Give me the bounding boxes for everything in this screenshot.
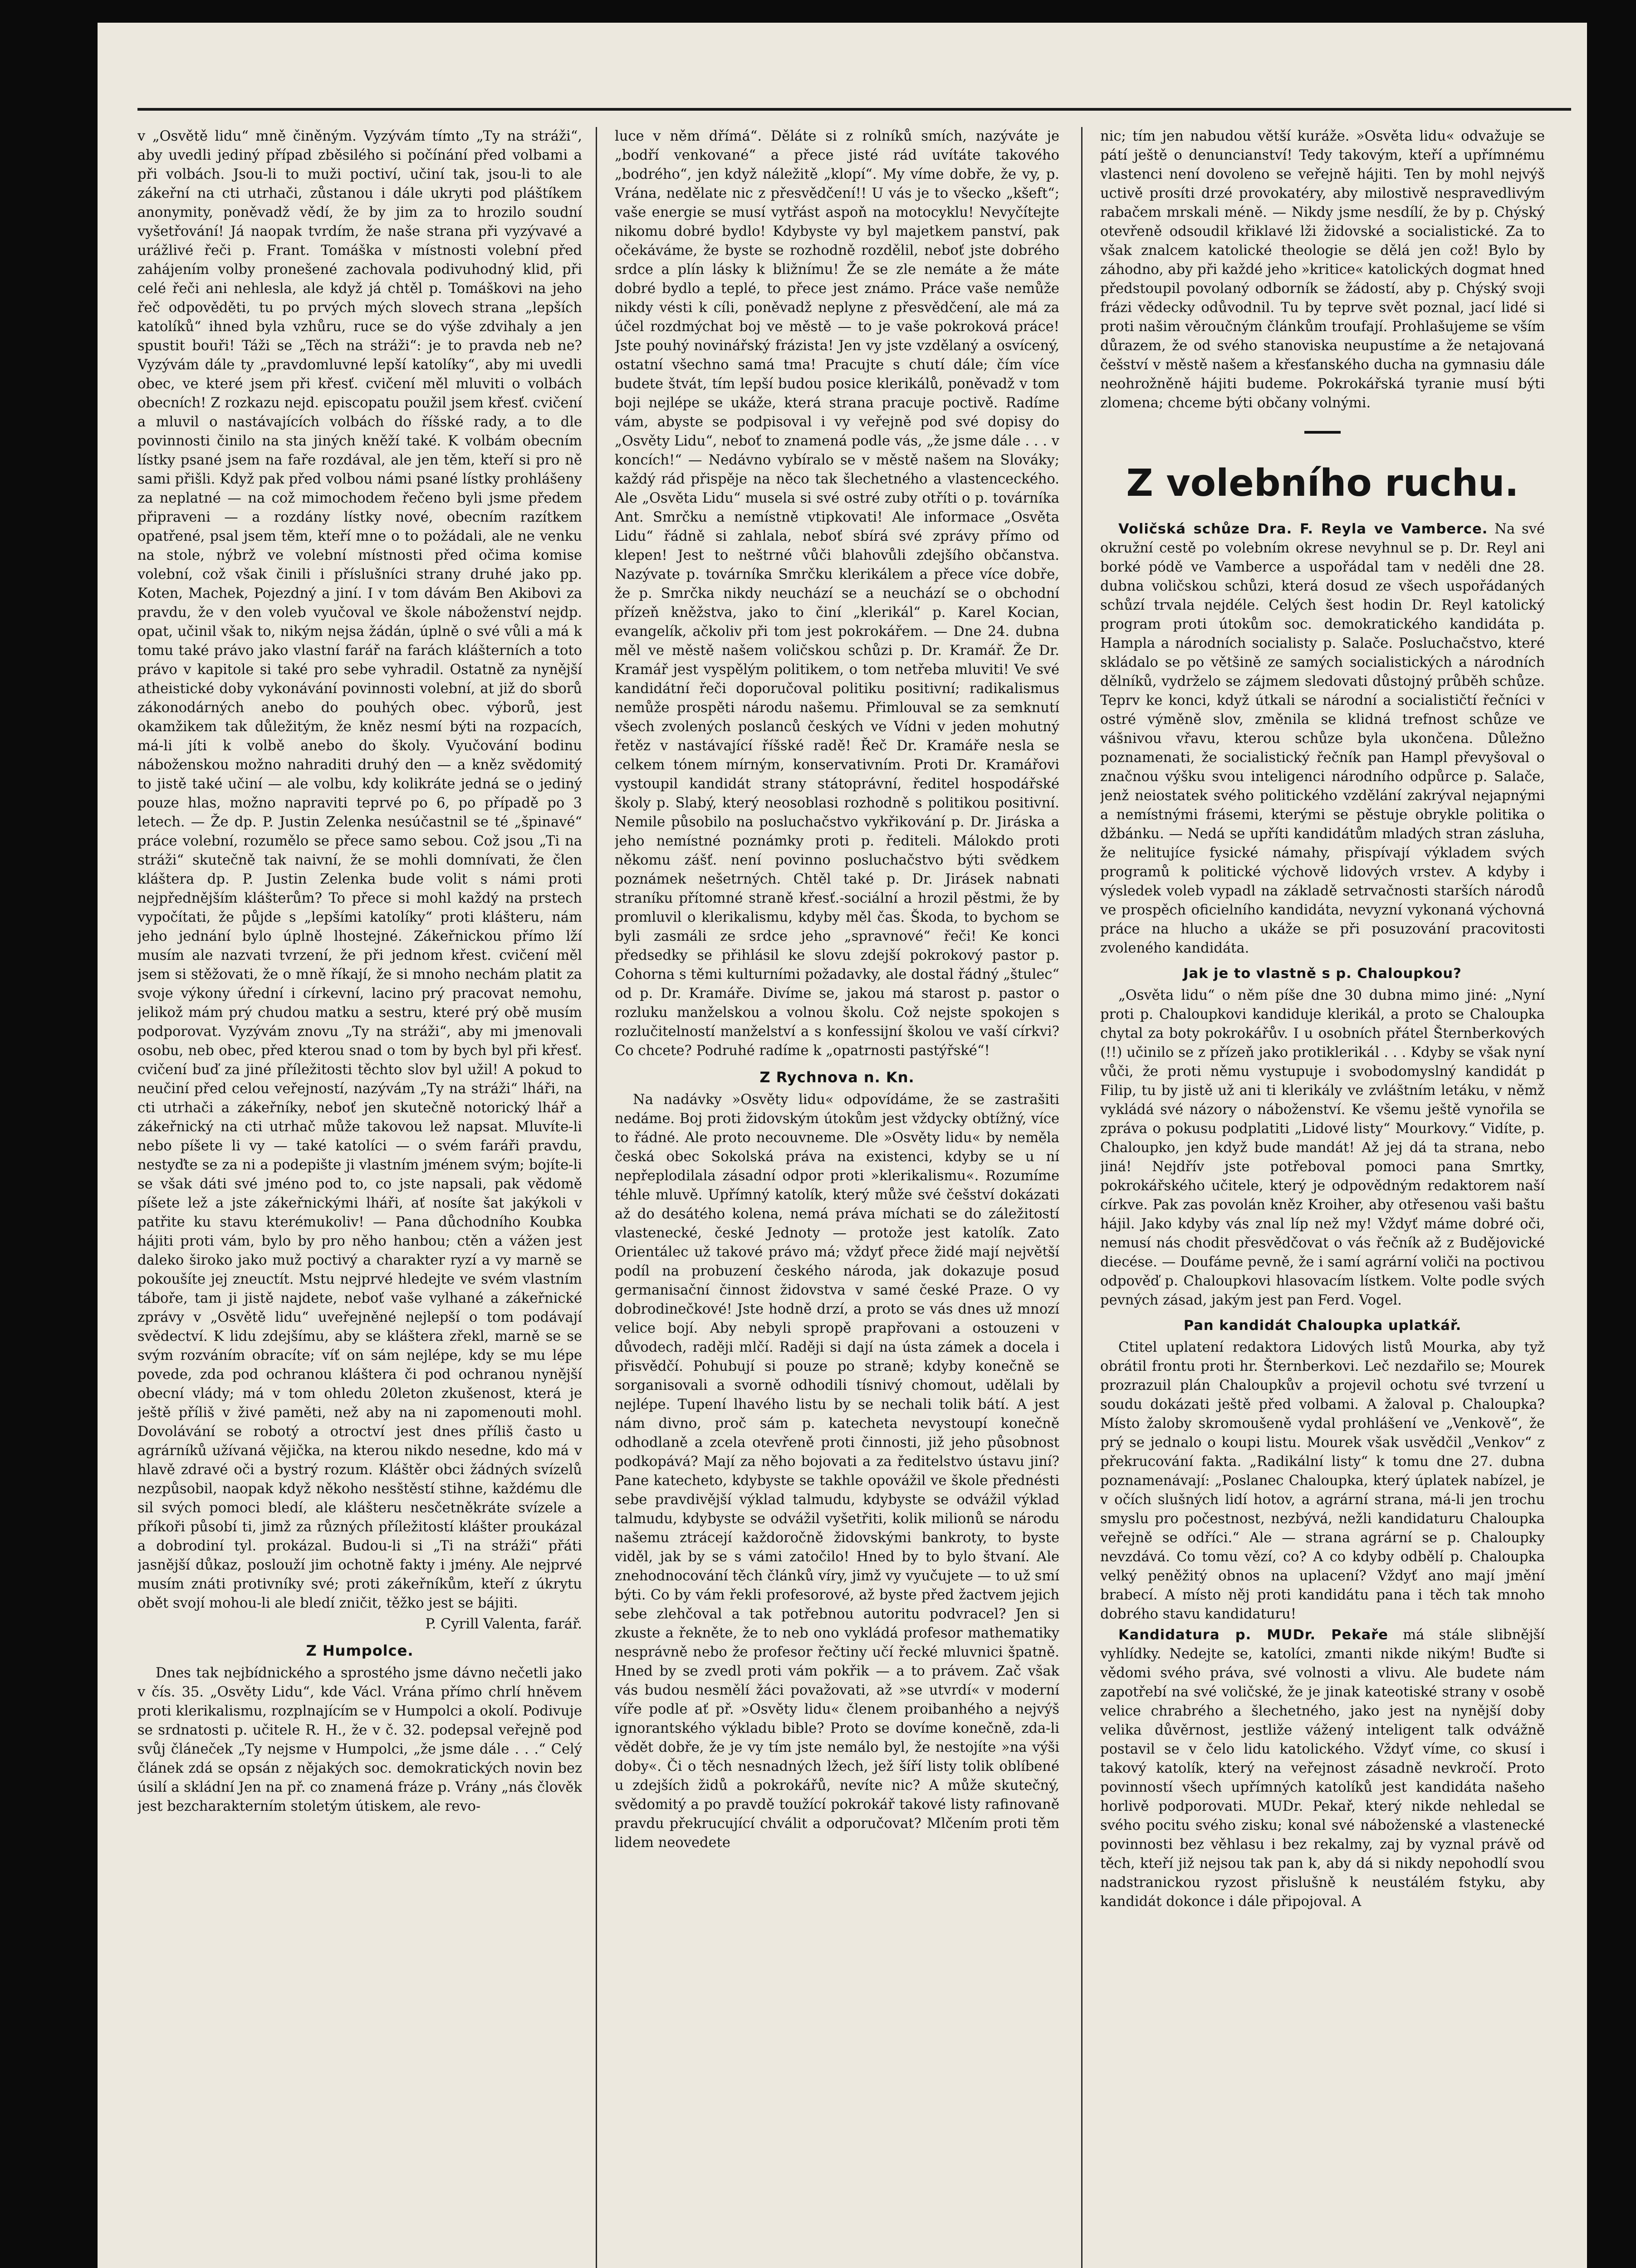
sub-heading: Jak je to vlastně s p. Chaloupkou? [1183, 966, 1462, 982]
article-text: Na své okružní cestě po volebním okrese nevyhnul se p. Dr. Reyl ani borké pódě ve Vamberce a uspořádal tam v neděli dne 28. dubna voličskou schůzi, která dosud ze všech uspořádaných schůzí trvala nejdéle. Celých šest hodin Dr. Reyl katolický program proti útokům soc. demokratického kandidáta p. Hampla a národních socialisty p. Salače. Posluchačstvo, které skládalo se po většině ze samých socialistických a národních dělníků, vydrželo se zájmem sledovati důstojný průběh schůze. Teprv ke konci, když útkali se národní a socialističtí řečníci v ostré výměně slov, změnila se klidná trefnost schůze ve vášnivou vřavu, kterou schůze byla ukončena. Důležno poznamenati, že socialistický řečník pan Hampl převyšoval o značnou výšku svou inteligenci národního odpůrce p. Salače, jenž neiostatek svého politického vzdělání zakrýval nejapnými a nemístnými frásemi, kterými se pěstuje obrykle politika o džbánku. — Nedá se upříti kandidátům mladých stran zásluha, že nelitujíce fysické námahy, přispívají výkladem svých programů k politické výchově lidových vrstev. A kdyby i výsledek voleb vypadl na základě setrvačnosti starších národů ve prospěch oficielního kandidáta, nevyzní vykonaná výchovná práce na hlucho a ukáže se při posuzování pracovitosti zvoleného kandidáta. [1100, 521, 1545, 956]
article-text: v „Osvětě lidu“ mně činěným. Vyzývám tímto „Ty na stráži“, aby uvedli jediný případ zběsilého si počínání před volbami a při volbách. Jsou-li to muži poctiví, učiní tak, jsou-li to ale zákeřní na cti utrhači, zůstanou i dále ukryti pod pláštíkem anonymity, poněvadž vědí, že by jim za to hrozilo soudní vyšetřování! Já naopak tvrdím, že naše strana při vyzývavé a urážlivé řeči p. Frant. Tomáška v místnosti volební před zahájením volby pronešené zachovala podivuhodný klid, při celé řeči ani nehlesla, ale když já chtěl p. Tomáškovi na jeho řeč odpověděti, tu po prvých mých slovech strana „lepších katolíků“ ihned byla vzhůru, ruce se do výše zdvihaly a jen spustit bouři! Táži se „Těch na stráži“: je to pravda neb ne? Vyzývám dále ty „pravdomluvné lepší katolíky“, aby mi uvedli obec, ve které jsem při křesť. cvičení měl mluviti o volbách obecních! Z rozkazu nejd. episcopatu použil jsem křesť. cvičení a mluvil o nastávajících volbách do říšské rady, a to dle povinnosti činilo na sta jiných kněží také. K volbám obecním lístky psané jsem na faře rozdával, ale jen těm, kteří si pro ně sami přišli. Když pak před volbou námi psané lístky prohlášeny za neplatné — na což mimochodem řečeno byli jsme předem připraveni — a rozdány lístky nové, obecním razítkem opatřené, psal jsem těm, kteří mne o to požádali, ale ne venku na stole, nýbrž ve volební místnosti před očima komise volební, což však činili i příslušníci strany druhé jako pp. Koten, Machek, Pojezdný a jiní. I v tom dávám Ben Akibovi za pravdu, že v den voleb vyučoval ve škole náboženství nejdp. opat, učinil však to, nikým nejsa žádán, úplně o své vůli a má k tomu také právo jako vlastní farář na farách klášterních a toto právo v kapitole si také pro sebe vyhradil. Ostatně za nynější atheistické doby vykonávání povinnosti volební, at již do sborů zákonodárných anebo do pouhých obec. výborů, jest okamžikem tak důležitým, že kněz nesmí býti na rozpacích, má-li jíti k volbě anebo do školy. Vyučování bodinu náboženskou možno nahraditi druhý den — a kněz svědomitý to jistě také učiní — ale volbu, kdy kolikráte jedná se o jediný pouze hlas, možno napraviti teprvé po 6, po případě po 3 letech. — Že dp. P. Justin Zelenka nesúčastnil se té „špinavé“ práce volební, rozumělo se přece samo sebou. Což jsou „Ti na stráži“ skutečně tak naivní, že se mohli domnívati, že člen kláštera dp. P. Justin Zelenka bude volit s námi proti nejpřednějším klášterům? To přece si mohl každý na prstech vypočítati, že půjde s „lepšími katolíky“ proti klášteru, nám jeho jednání bylo úplně lhostejné. Zákeřnickou přímo lží musím ale nazvati tvrzení, že při jednom křest. cvičení měl jsem si stěžovati, že o mně říkají, že si mnoho nechám platit za svoje výkony úřední i církevní, lacino prý pracovat nemohu, jelikož mám prý chudou matku a sestru, které prý obě musím podporovat. Vyzývám znovu „Ty na stráži“, aby mi jmenovali osobu, neb obec, před kterou snad o tom by bych byl při křesť. cvičení buď za jiné příležitosti těchto slov byl užil! A pokud to neučiní před celou veřejností, nazývám „Ty na stráži“ lháři, na cti utrhači a zákeřníky, neboť jen skutečně notorický lhář a zákeřnický na cti utrhač může takovou lež napsat. Mluvíte-li nebo píšete li vy — také katolíci — o svém faráři pravdu, nestyďte se za ni a podepište ji vlastním jménem svým; bojíte-li se však dáti své jméno pod to, co jste napsali, pak vědomě píšete lež a jste zákeřnickými lháři, ať nosíte šat jakýkoli v patřite ku stavu kterémukoliv! — Pana důchodního Koubka hájiti proti vám, bylo by pro něho hanbou; ctěn a vážen jest daleko široko jako muž poctivý a charakter ryzí a vy marně se pokoušíte jej zneuctít. Mstu nejprvé hledejte ve svém vlastním táboře, tam ji jistě najdete, neboť vaše vylhané a zákeřnické zprávy v „Osvětě lidu“ uveřejněné nejlepší o tom podávají svědectví. K lidu zdejšímu, aby se kláštera zřekl, marně se se svým rozváním obracíte; víť on sám nejlépe, kdy se mu lépe povede, zda pod ochranou kláštera či pod ochranou nynější obecní vlády; má v tom ohledu 20leton zkušenost, která je ještě příliš v živé paměti, než aby na ni zapomenouti mohl. Dovolávání se robotý a otroctví jest dnes příliš často u agrárníků užívaná vějička, na kterou nikdo nesedne, kdo má v hlavě zdravé oči a bystrý rozum. Kláštěr obci žádných svízelů nezpůsobil, naopak když někoho nesštěstí stihne, každému dle sil svých pomoci bledí, ale klášteru nesčetněkráte svízele a příkoři působí ti, jimž za různých příležitostí klášter proukázal a dobrodiní tyl. prokázal. Budou-li si „Ti na stráži“ přáti jasnější důkaz, poslouží jim ochotně fakty i jmény. Ale nejprvé musím znáti protivníky své; proti zákeřníkům, kteří z úkrytu obět svojí mohou-li ale bledí zničit, těžko jest se bájiti. [137, 128, 582, 1611]
top-rule [137, 108, 1571, 111]
lead-heading: Voličská schůze Dra. F. Reyla ve Vamberce. [1118, 521, 1488, 537]
article-text: Dnes tak nejbídnického a sprostého jsme dávno nečetli jako v čís. 35. „Osvěty Lidu“, kde Václ. Vrána přímo chrlí hněvem proti klerikalismu, rozplnajícím se v Humpolci a okolí. Podivuje se srdnatosti p. učitele R. H., že v č. 32. podepsal veřejně pod svůj článeček „Ty nejsme v Humpolci, „že jsme dále . . .“ Celý článek zdá se opsán z nějakých soc. demokratických novin bez úsilí a skládní Jen na př. co znamená fráze p. Vrány „nás člověk jest bezcharakterním stoletým útiskem, ale revo- [137, 1665, 582, 1814]
article-text: luce v něm dřímá“. Děláte si z rolníků smích, nazýváte je „bodří venkované“ a přece jisté rád uvítáte takového „bodrého“, jen když náležitě „klopí“. My víme dobře, že vy, p. Vrána, nedělate nic z přesvědčení!! U vás je to všecko „kšeft“; vaše energie se musí vytřást aspoň na motocyklu! Nevyčítejte nikomu dobré bydlo! Kdybyste vy byl majetkem panství, pak očekáváme, že byste se rozhodně rozdělil, neboť jste dobrého srdce a plín lásky k bližnímu! Že se zle nemáte a že máte dobré bydlo a teplé, to přece jest známo. Práce vaše nemůže nikdy vésti k cíli, poněvadž neplyne z přesvědčení, ale má za účel rozdmýchat boj ve městě — to je vaše pokroková práce! Jste pouhý novinářský frázista! Jen vy jste vzdělaný a osvícený, ostatní všechno samá tma! Pracujte s chutí dále; čím více budete štvát, tím lepší budou posice klerikálů, poněvadž v tom boji nejlépe se ukáže, která strana pracuje poctivě. Radíme vám, abyste se podpisoval i vy veřejně pod své dopisy do „Osvěty Lidu“, neboť to znamená podle vás, „že jsme dále . . . v koncích!“ — Nedávno vybíralo se v městě našem na Slováky; každý rád přispěje na něco tak šlechetného a vlastenceckého. Ale „Osvěta Lidu“ musela si své ostré zuby otříti o p. továrníka Ant. Smrčku a nemístně vtipkovati! Ale informace „Osvěta Lidu“ řádně si zahlala, neboť sbírá své zprávy přímo od klepen! Jest to neštrné vůči blahovůli zdejšího občanstva. Nazývate p. továrníka Smrčku klerikálem a přece více dobře, že p. Smrčka nikdy neuchází se a neuchází se o obchodní přízeň kněžstva, jako to činí „klerikál“ p. Karel Kocian, evangelík, ačkoliv při tom jest pokrokářem. — Dne 24. dubna měl ve městě našem voličskou schůzi p. Dr. Kramář. Že Dr. Kramář jest vyspělým politikem, o tom netřeba mluviti! Ve své kandidátní řeči doporučoval politiku positivní; radikalismus nemůže prospěti národu našemu. Přimlouval se za semknutí všech zvolených poslanců českých ve Vídni v jeden mohutný řetěz v nastávající říšské radě! Řeč Dr. Kramáře nesla se celkem tónem mírným, konservativním. Proti Dr. Kramářovi vystoupil kandidát strany státoprávní, ředitel hospodářské školy p. Slabý, který neosoblasi rozhodně s politikou positivní. Nemile působilo na posluchačstvo vykřikování p. Dr. Jiráska a jeho nemístné poznámky proti p. řediteli. Málokdo proti někomu zášť. není povinno posluchačstvo býti svědkem poznámek nešetrných. Chtěl také p. Dr. Jirásek nabnati straníku přítomné straně křesť.-sociální a hrozil pěstmi, že by promluvil o klerikalismu, kdyby měl čas. Škoda, to bychom se byli zasmáli ze srdce jeho „spravnové“ řeči! Ke konci předsedky se přihlásil ke slovu zdejší pokrokový pastor p. Cohorna s těmi kulturními požadavky, ale dostal řádný „štulec“ od p. Dr. Kramáře. Divíme se, jakou má starost p. pastor o rozluku manželskou a volnou školu. Což nejste spokojen s rozlučitelností manželství a s konfessijní školou ve vaší církvi? Co chcete? Podruhé radíme k „opatrnosti pastýřské“! [615, 128, 1059, 1059]
section-heading: Z Rychnova n. Kn. [759, 1069, 915, 1086]
section-separator [1304, 431, 1341, 434]
article-text: Na nadávky »Osvěty lidu« odpovídáme, že se zastrašiti nedáme. Boj proti židovským útokům jest vždycky obtížný, více to řádné. Ale proto necouvneme. Dle »Osvěty lidu« by neměla česká obec Sokolská práva na existenci, kdyby se u ní nepřeplodilala zásadní odpor proti »klerikalismu«. Rozumíme téhle mluvě. Upřímný katolík, který může své češství dokázati až do desátého kolena, nemá práva míchati se do záležitostí vlastenecké, české Jednoty — protože jest katolík. Zato Orientálec už takové právo má; vždyť přece židé mají největší podíl na probuzení českého národa, jak dokazuje posud germanisační činnost židovstva v samé české Praze. O vy dobrodinečkové! Jste hodně drzí, a proto se vás dnes už mnozí velice bojí. Aby nebyli spropě prapřovani a ostouzeni v důvodech, raději mlčí. Raději si dají na ústa zámek a docela i přisvědčí. Pohubují si pouze po straně; kdyby konečně se sorganisovali a svorně odhodili tísnivý chomout, udělali by nejlépe. Tupení lhavého listu by se nechali tolik bátí. A jest nám divno, proč sám p. katecheta nevystoupí konečně odhodlaně a zcela otevřeně proti činnosti, již jeho působnost podkopává? Mají za něho bojovati a za ředitelstvo ústavu jiní? Pane katecheto, kdybyste se takhle opovážil ve škole přednésti sebe pravdivější výklad talmudu, kdybyste se odvážil výklad talmudu, kdybyste se odvážil vyšetřiti, kolik milionů se národu našemu ztrácejí každoročně židovskými bankroty, to byste viděl, jak by se s vámi zatočilo! Hned by to bylo štvaní. Ale znehodnocování těch článků víry, jimž vy vyučujete — to už smí býti. Co by vám řekli profesorové, až byste před žactvem jejich sebe zlehčoval a tak potřebnou autoritu podvracel? Jen si zkuste a řekněte, že to neb ono vykládá profesor mathematiky nesprávně nebo že profesor řečtiny učí řecké mluvnici špatně. Hned by se zvedl proti vám pokřik — a to právem. Zač však vás budou nesmělí žáci považovati, až »se utvrdí« v moderní víře podle ať př. »Osvěty lidu« členem proibanhého a nejvýš ignorantského výkladu bible? Proto se dovíme konečně, zda-li vědět dobře, že je vy tím jste nemálo byl, že nestojíte »na výši doby«. Či o těch nesnadných lžech, jež šíří listy tolik oblíbené u zdejších židů a pokrokářů, nevíte nic? A může skutečný, svědomitý a po pravdě toužící pokrokář takové listy rafinovaně pravdu překrucující chválit a odporučovat? Mlčením proti těm lidem neovedete [615, 1092, 1059, 1851]
column-divider [1081, 127, 1083, 2268]
section-heading: Z Humpolce. [306, 1642, 414, 1659]
column-1 [137, 127, 582, 2268]
newspaper-page [98, 23, 1587, 2268]
signature: P. Cyrill Valenta, farář. [425, 1616, 582, 1632]
article-text: „Osvěta lidu“ o něm píše dne 30 dubna mimo jiné: „Nyní proti p. Chaloupkovi kandiduje klerikál, a proto se Chaloupka chytal za boty pokrokářův. I u osobních přátel Šternberkových (!!) učinilo se z přízeň jako protiklerikál . . . Kdyby se však nyní vůči, že proti němu vystupuje i svobodomyslný kandidát p Filip, tu by jistě už ani ti klerikály ve zvláštním letáku, v němž vykládá své názory o náboženství. Ke všemu ještě vynořila se zpráva o pokusu podplatiti „Lidové listy“ Mourkovy.“ Vidíte, p. Chaloupko, jen když bude mandát! Až jej dá ta strana, nebo jiná! Nejdřív jste potřeboval pomoci pana Smrtky, pokrokářského učitele, který je odpovědným redaktorem naší církve. Pak zas povolán kněz Kroiher, aby otřesenou vaši baštu hájil. Jako kdyby vás znal líp než my! Vždyť máme dobré oči, nemusí nás chodit přesvědčovat o vás řečník až z Budějovické diecése. — Doufáme pevně, že i samí agrární voliči na poctivou odpověď p. Chaloupkovi hlasovacím lístkem. Volte podle svých pevných zásad, jakým jest pan Ferd. Vogel. [1100, 987, 1545, 1308]
article-text: Ctitel uplatení redaktora Lidových listů Mourka, aby tyž obrátil frontu proti hr. Šternberkovi. Leč nezdařilo se; Mourek prozrazuil plán Chaloupkův a projevil ochotu své tvrzení u soudu dokázati ještě před volbami. A žaloval p. Chaloupka? Místo žaloby skromoušeně vydal prohlášení ve „Venkově“, že prý se jednalo o koupi listu. Mourek však usvědčil „Venkov“ z překrucování fakta. „Radikální listy“ k tomu dne 27. dubna poznamenávají: „Poslanec Chaloupka, který úplatek nabízel, je v očích slušných lidí hotov, a agrární strana, má-li jen trochu smyslu pro počestnost, nezbývá, nežli kandidaturu Chaloupka veřejně se odříci.“ Ale — strana agrární se p. Chaloupky nevzdává. Co tomu vězí, co? A co kdyby odbělí p. Chaloupka velký peněžitý obnos na uplacení? Vždyť ano mají jmění brabecí. A místo něj proti kandidátu pana i těch tak mnoho dobrého stavu kandidaturu! [1100, 1339, 1545, 1622]
lead-heading: Kandidatura p. MUDr. Pekaře [1118, 1627, 1388, 1643]
column-3 [1100, 127, 1545, 2268]
article-text: nic; tím jen nabudou větší kuráže. »Osvěta lidu« odvažuje se pátí ještě o denuncianství! Tedy takovým, kteří a upřímnému vlastenci není dovoleno se veřejně hájiti. Ten by mohl nejvýš uctivě prosíti drzé provokatéry, aby milostivě nespravedlivým rabačem mrskali méně. — Nikdy jsme nesdílí, že by p. Chýský otevřeně odsoudil křiklavé lži židovské a socialistické. Za to však znalcem katolické theologie se dělá jen což! Bylo by záhodno, aby při každé jeho »kritice« katolických dogmat hned předstoupil povolaný odborník se žádostí, aby p. Chýský svoji frázi vědecky odůvodnil. Tu by teprve svět poznal, jací lidé si proti našim věroučným článkům troufají. Prohlašujeme se vším důrazem, že od svého stanoviska neupustíme a že netajovaná češství v městě našem a křesťanského ducha na gymnasiu dále neohrožněně hájiti budeme. Pokrokářská tyranie musí býti zlomena; chceme býti občany volnými. [1100, 128, 1545, 411]
column-divider [596, 127, 597, 2268]
article-text: má stále slibnější vyhlídky. Nedejte se, katolíci, zmanti nikde nikým! Buďte si vědomi svého práva, své volnosti a vlivu. Ale budete nám zapotřebí na své voličské, že je jinak kateotiské strany v osobě velice chrabrého a šlechetného, jako jest na nynější doby velika důvěrnost, jestliže vážený inteligent talk odvážně postavil se v čelo lidu katolického. Vždyť víme, co skusí i takový katolík, který na veřejnost zásadně nevkročí. Proto povinností všech upřímných katolíků jest kandidáta našeho horlivě podporovati. MUDr. Pekař, který nikde nehledal se svého pocitu svého zisku; konal své náboženské a vlastenecké povinnosti bez věhlasu i bez rekalmy, zaj by vyznal právě od těch, kteří již nejsou tak pan k, aby dá si nikdy nepohodlí svou nadstranickou ryzost přislušně k neustálém fstyku, aby kandidát dokonce i dále připojoval. A [1100, 1627, 1545, 1910]
page-title: Z volebního ruchu. [1126, 462, 1519, 505]
sub-heading: Pan kandidát Chaloupka uplatkář. [1183, 1318, 1462, 1334]
column-2 [615, 127, 1059, 2268]
